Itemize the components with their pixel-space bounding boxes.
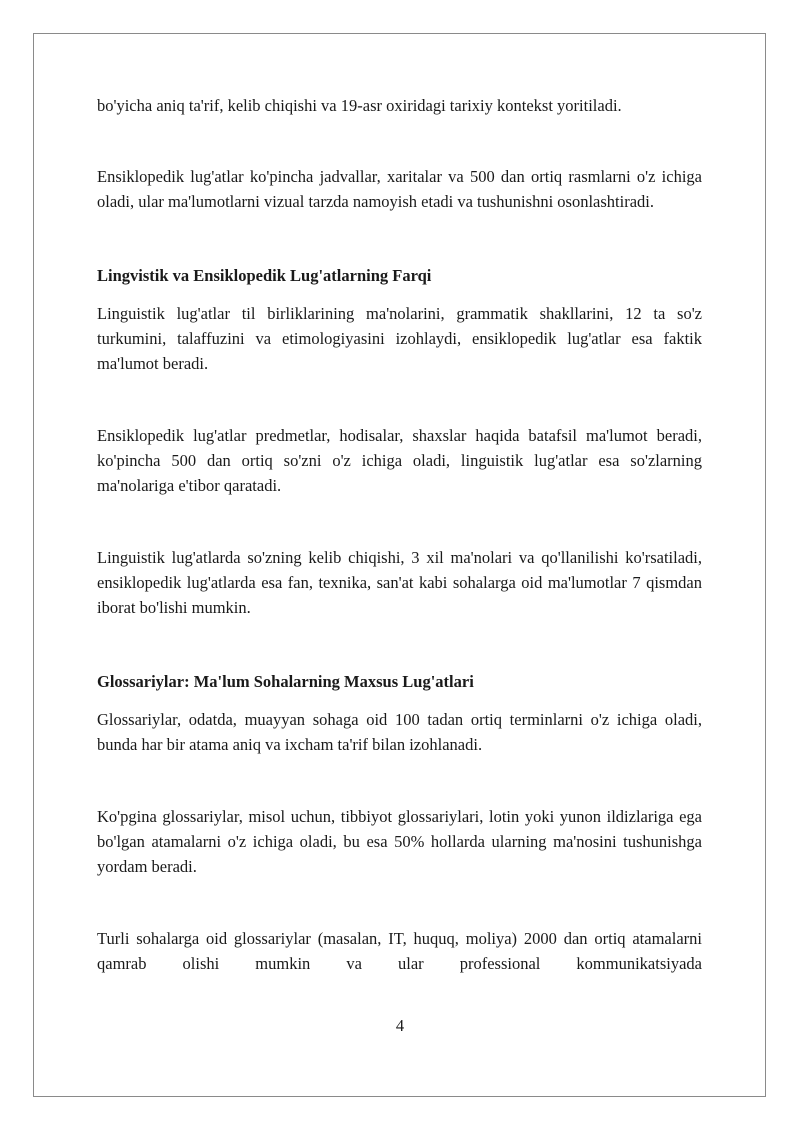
paragraph-continuation: bo'yicha aniq ta'rif, kelib chiqishi va 19-asr oxiridagi tarixiy kontekst yoritiladi. <box>97 96 622 115</box>
paragraph-glossary-fields: Turli sohalarga oid glossariylar (masalan, IT, huquq, moliya) 2000 dan ortiq atamalarni qamrab olishi mumkin va ular professional kommunikatsiyada <box>97 929 702 973</box>
document-body <box>97 93 702 976</box>
paragraph-word-origin: Linguistik lug'atlarda so'zning kelib chiqishi, 3 xil ma'nolari va qo'llanilishi ko'rsatiladi, ensiklopedik lug'atlarda esa fan, texnika, san'at kabi sohalarga oid ma'lumotlar 7 qismdan iborat bo'lishi mumkin. <box>97 548 702 617</box>
paragraph-encyclopedic-details: Ensiklopedik lug'atlar predmetlar, hodisalar, shaxslar haqida batafsil ma'lumot beradi, ko'pincha 500 dan ortiq so'zni o'z ichiga oladi, linguistik lug'atlar esa so'zlarning ma'nolariga e'tibor qaratadi. <box>97 426 702 495</box>
paragraph-glossary-terms: Glossariylar, odatda, muayyan sohaga oid 100 tadan ortiq terminlarni o'z ichiga oladi, bunda har bir atama aniq va ixcham ta'rif bilan izohlanadi. <box>97 710 702 754</box>
page-number: 4 <box>395 1016 405 1035</box>
paragraph-encyclopedic-visuals: Ensiklopedik lug'atlar ko'pincha jadvallar, xaritalar va 500 dan ortiq rasmlarni o'z ichiga oladi, ular ma'lumotlarni vizual tarzda namoyish etadi va tushunishni osonlashtiradi. <box>97 167 702 211</box>
paragraph-linguistic-definition: Linguistik lug'atlar til birliklarining ma'nolarini, grammatik shakllarini, 12 ta so'z turkumini, talaffuzini va etimologiyasini izohlaydi, ensiklopedik lug'atlar esa faktik ma'lumot beradi. <box>97 304 702 373</box>
paragraph-glossary-roots: Ko'pgina glossariylar, misol uchun, tibbiyot glossariylari, lotin yoki yunon ildizlariga ega bo'lgan atamalarni o'z ichiga oladi, bu esa 50% hollarda ularning ma'nosini tushunishga yordam beradi. <box>97 807 702 876</box>
section-heading-glossaries: Glossariylar: Ma'lum Sohalarning Maxsus Lug'atlari <box>97 672 474 691</box>
section-heading-difference: Lingvistik va Ensiklopedik Lug'atlarning Farqi <box>97 266 432 285</box>
